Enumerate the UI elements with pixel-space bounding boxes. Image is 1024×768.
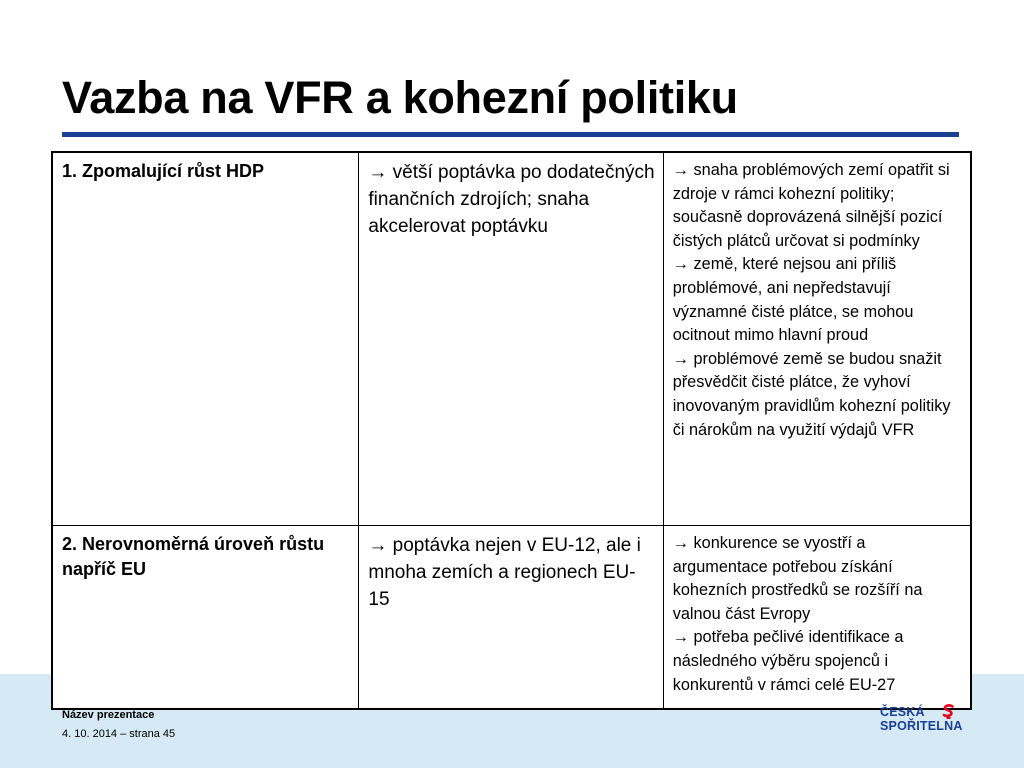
detail-item: → potřeba pečlivé identifikace a následného výběru spojenců i konkurentů v rámci celé EU-27 [672, 628, 904, 694]
logo-line1: ČESKÁ [880, 705, 925, 719]
row-effect: → větší poptávka po dodatečných finančních zdrojích; snaha akcelerovat poptávku [359, 152, 663, 526]
footer-date-page: 4. 10. 2014 – strana 45 [62, 728, 176, 740]
detail-item: → konkurence se vyostří a argumentace potřebou získání kohezních prostředků se rozšíří na valnou část Evropy [672, 534, 923, 623]
row-label: 1. Zpomalující růst HDP [52, 152, 359, 526]
content-table [51, 151, 972, 710]
slide-title: Vazba na VFR a kohezní politiku [62, 72, 738, 123]
logo-line2: SPOŘITELNA [880, 719, 963, 733]
detail-item: → snaha problémových zemí opatřit si zdroje v rámci kohezní politiky; současně doprovázená silnější pozicí čistých plátců určovat si podmínky [672, 161, 950, 250]
cs-logo-mark-icon [942, 704, 955, 719]
detail-item: → země, které nejsou ani příliš problémové, ani nepředstavují významné čisté plátce, se mohou ocitnout mimo hlavní proud [672, 255, 914, 345]
footer-presentation-name: Název prezentace [62, 709, 155, 721]
ceska-sporitelna-logo [880, 705, 963, 737]
row-effect: → poptávka nejen v EU-12, ale i mnoha zemích a regionech EU-15 [359, 526, 663, 710]
table-row [52, 152, 971, 526]
detail-item: → problémové země se budou snažit přesvědčit čisté plátce, že vyhoví inovovaným pravidlům kohezní politiky či nárokům na využití výdajů VFR [672, 349, 951, 439]
row-details [663, 526, 971, 710]
row-label: 2. Nerovnoměrná úroveň růstu napříč EU [52, 526, 359, 710]
table-row [52, 526, 971, 710]
row-details [663, 152, 971, 526]
title-rule [62, 132, 959, 137]
